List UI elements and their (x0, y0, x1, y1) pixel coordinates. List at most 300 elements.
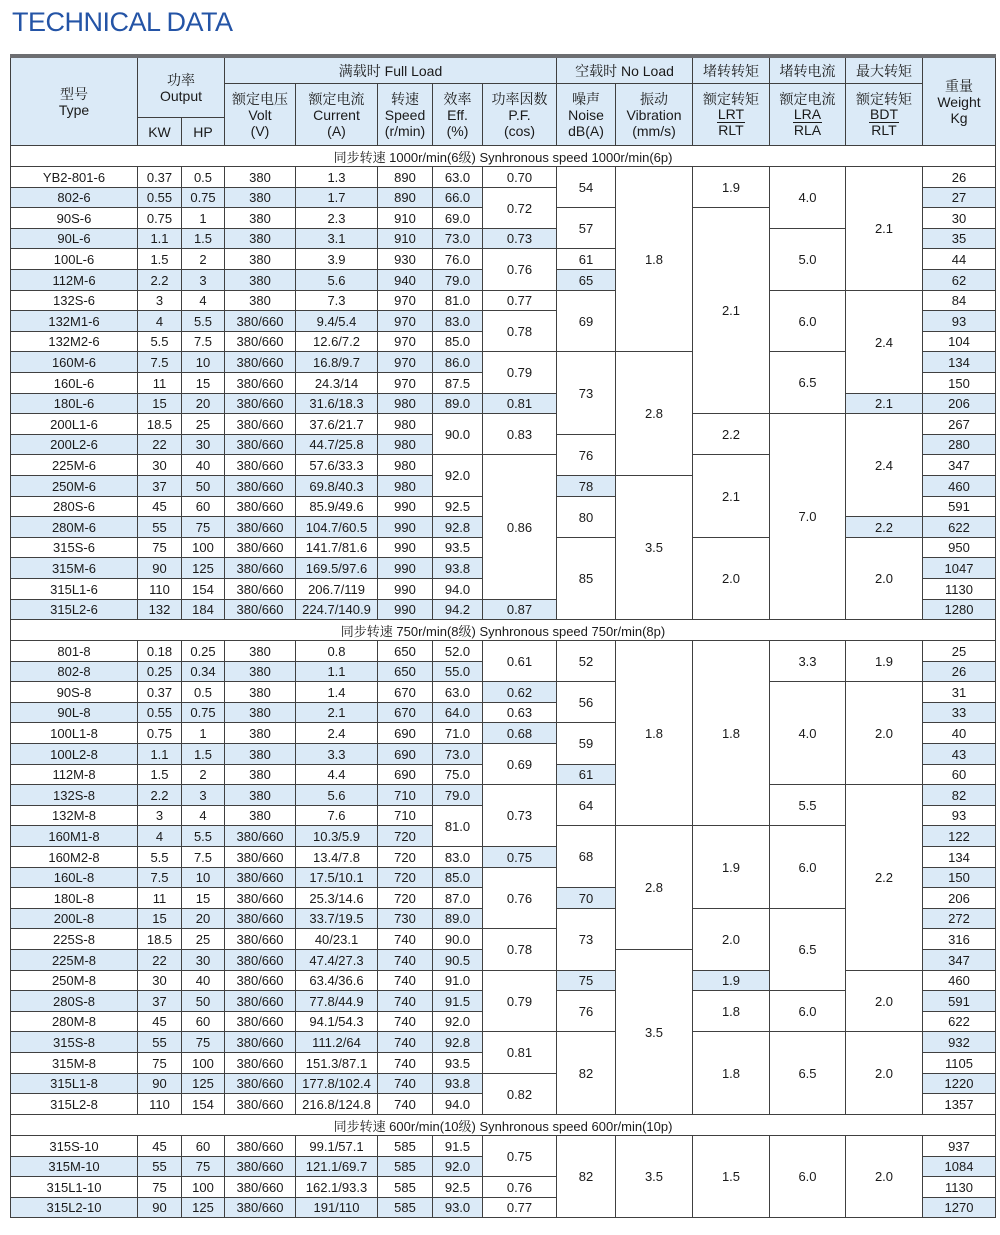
data-cell: 380 (225, 229, 296, 249)
data-cell: 585 (378, 1136, 433, 1157)
bdt-merged-cell: 2.0 (846, 971, 923, 1032)
model-type-cell: 180L-6 (10, 394, 138, 414)
data-cell: 3 (138, 291, 182, 311)
noise-merged-cell: 80 (557, 497, 616, 538)
data-cell: 740 (378, 1053, 433, 1074)
pf-merged-cell: 0.72 (483, 188, 557, 229)
data-cell: 1357 (923, 1094, 996, 1115)
data-cell: 0.55 (138, 703, 182, 723)
data-cell: 169.5/97.6 (296, 558, 378, 579)
data-cell: 380/660 (225, 1012, 296, 1032)
data-cell: 12.6/7.2 (296, 332, 378, 352)
data-cell: 990 (378, 497, 433, 517)
data-cell: 150 (923, 373, 996, 394)
data-cell: 670 (378, 703, 433, 723)
efficiency-cell: 86.0 (433, 352, 483, 373)
data-cell: 75 (138, 1053, 182, 1074)
model-type-cell: 112M-8 (10, 765, 138, 785)
data-cell: 380 (225, 208, 296, 229)
data-cell: 380/660 (225, 394, 296, 414)
data-cell: 380/660 (225, 950, 296, 971)
data-cell: 7.3 (296, 291, 378, 311)
data-cell: 104 (923, 332, 996, 352)
data-cell: 5.5 (138, 332, 182, 352)
efficiency-cell: 94.2 (433, 600, 483, 620)
lrt-merged-cell: 2.1 (693, 208, 770, 414)
data-cell: 380 (225, 641, 296, 662)
data-cell: 990 (378, 538, 433, 558)
data-cell: 380/660 (225, 991, 296, 1012)
data-cell: 380/660 (225, 1053, 296, 1074)
data-cell: 1.5 (138, 249, 182, 270)
model-type-cell: 315L2-6 (10, 600, 138, 620)
data-cell: 60 (182, 1012, 225, 1032)
data-cell: 940 (378, 270, 433, 291)
data-cell: 2.3 (296, 208, 378, 229)
data-cell: 2.2 (138, 270, 182, 291)
data-cell: 40 (182, 455, 225, 476)
noise-merged-cell: 68 (557, 826, 616, 888)
data-cell: 40/23.1 (296, 929, 378, 950)
noise-merged-cell: 82 (557, 1136, 616, 1218)
efficiency-cell: 93.0 (433, 1198, 483, 1218)
data-cell: 380/660 (225, 373, 296, 394)
data-cell: 75 (182, 1032, 225, 1053)
data-cell: 380/660 (225, 476, 296, 497)
noise-merged-cell: 73 (557, 909, 616, 971)
lra-merged-cell: 6.5 (770, 909, 846, 991)
efficiency-cell: 73.0 (433, 744, 483, 765)
header-bdt-top: 最大转矩 (846, 58, 923, 84)
data-cell: 40 (182, 971, 225, 991)
data-cell: 1220 (923, 1074, 996, 1094)
data-cell: 380/660 (225, 1198, 296, 1218)
data-cell: 5.5 (138, 847, 182, 868)
data-cell: 720 (378, 888, 433, 909)
data-cell: 24.3/14 (296, 373, 378, 394)
data-cell: 0.75 (138, 208, 182, 229)
data-cell: 45 (138, 497, 182, 517)
data-cell: 1.5 (182, 744, 225, 765)
efficiency-cell: 94.0 (433, 1094, 483, 1115)
data-cell: 380/660 (225, 517, 296, 538)
noise-merged-cell: 56 (557, 682, 616, 723)
data-cell: 37 (138, 476, 182, 497)
data-cell: 33.7/19.5 (296, 909, 378, 929)
data-cell: 930 (378, 249, 433, 270)
data-cell: 380 (225, 291, 296, 311)
data-cell: 380 (225, 188, 296, 208)
data-cell: 585 (378, 1157, 433, 1177)
model-type-cell: 315L2-10 (10, 1198, 138, 1218)
pf-merged-cell: 0.77 (483, 291, 557, 311)
data-cell: 380 (225, 806, 296, 826)
data-cell: 33 (923, 703, 996, 723)
data-cell: 35 (923, 229, 996, 249)
data-cell: 7.5 (182, 847, 225, 868)
data-cell: 347 (923, 455, 996, 476)
model-type-cell: 315L2-8 (10, 1094, 138, 1115)
data-cell: 740 (378, 1094, 433, 1115)
data-cell: 90 (138, 1074, 182, 1094)
data-cell: 2.1 (296, 703, 378, 723)
efficiency-cell: 93.8 (433, 558, 483, 579)
data-cell: 380/660 (225, 538, 296, 558)
model-type-cell: 90L-6 (10, 229, 138, 249)
data-cell: 980 (378, 394, 433, 414)
pf-merged-cell: 0.76 (483, 1177, 557, 1198)
efficiency-cell: 93.8 (433, 1074, 483, 1094)
data-cell: 55 (138, 517, 182, 538)
data-cell: 55 (138, 1032, 182, 1053)
eff-merged-cell: 81.0 (433, 806, 483, 847)
data-cell: 316 (923, 929, 996, 950)
data-cell: 69.8/40.3 (296, 476, 378, 497)
data-cell: 740 (378, 950, 433, 971)
noise-merged-cell: 65 (557, 270, 616, 291)
data-cell: 4 (182, 291, 225, 311)
noise-merged-cell: 70 (557, 888, 616, 909)
model-type-cell: 280M-8 (10, 1012, 138, 1032)
vib-merged-cell: 3.5 (616, 476, 693, 620)
data-cell: 17.5/10.1 (296, 868, 378, 888)
pf-merged-cell: 0.62 (483, 682, 557, 703)
efficiency-cell: 87.0 (433, 888, 483, 909)
noise-merged-cell: 73 (557, 352, 616, 435)
lra-merged-cell: 7.0 (770, 414, 846, 620)
data-cell: 380/660 (225, 1136, 296, 1157)
data-cell: 380/660 (225, 311, 296, 332)
data-cell: 15 (182, 373, 225, 394)
data-cell: 45 (138, 1136, 182, 1157)
header-lrt-top: 堵转转矩 (693, 58, 770, 84)
data-cell: 5.6 (296, 785, 378, 806)
noise-merged-cell: 76 (557, 991, 616, 1032)
data-cell: 1 (182, 208, 225, 229)
lrt-merged-cell: 1.9 (693, 971, 770, 991)
data-cell: 1.5 (182, 229, 225, 249)
data-cell: 1 (182, 723, 225, 744)
model-type-cell: 315L1-8 (10, 1074, 138, 1094)
pf-merged-cell: 0.73 (483, 785, 557, 847)
data-cell: 890 (378, 188, 433, 208)
data-cell: 1280 (923, 600, 996, 620)
data-cell: 104.7/60.5 (296, 517, 378, 538)
bdt-merged-cell: 2.4 (846, 414, 923, 517)
data-cell: 460 (923, 476, 996, 497)
efficiency-cell: 75.0 (433, 765, 483, 785)
data-cell: 150 (923, 868, 996, 888)
data-cell: 910 (378, 208, 433, 229)
efficiency-cell: 92.8 (433, 517, 483, 538)
data-cell: 380/660 (225, 600, 296, 620)
pf-merged-cell: 0.68 (483, 723, 557, 744)
efficiency-cell: 79.0 (433, 270, 483, 291)
model-type-cell: 315S-6 (10, 538, 138, 558)
data-cell: 90 (138, 1198, 182, 1218)
noise-merged-cell: 64 (557, 785, 616, 826)
data-cell: 4 (182, 806, 225, 826)
header-speed: 转速 Speed (r/min) (378, 84, 433, 146)
data-cell: 191/110 (296, 1198, 378, 1218)
data-cell: 1130 (923, 1177, 996, 1198)
model-type-cell: 250M-6 (10, 476, 138, 497)
data-cell: 100 (182, 1053, 225, 1074)
data-cell: 134 (923, 352, 996, 373)
data-cell: 63.4/36.6 (296, 971, 378, 991)
data-cell: 18.5 (138, 929, 182, 950)
lra-merged-cell: 4.0 (770, 682, 846, 785)
lrt-merged-cell: 1.8 (693, 1032, 770, 1115)
noise-merged-cell: 54 (557, 167, 616, 208)
data-cell: 77.8/44.9 (296, 991, 378, 1012)
pf-merged-cell: 0.79 (483, 352, 557, 394)
data-cell: 380/660 (225, 455, 296, 476)
data-cell: 380 (225, 765, 296, 785)
efficiency-cell: 73.0 (433, 229, 483, 249)
data-cell: 460 (923, 971, 996, 991)
data-cell: 347 (923, 950, 996, 971)
efficiency-cell: 91.5 (433, 991, 483, 1012)
bdt-merged-cell: 2.0 (846, 1136, 923, 1218)
data-cell: 30 (182, 435, 225, 455)
data-cell: 16.8/9.7 (296, 352, 378, 373)
efficiency-cell: 92.5 (433, 1177, 483, 1198)
data-cell: 30 (138, 971, 182, 991)
model-type-cell: 100L-6 (10, 249, 138, 270)
lrt-merged-cell: 1.8 (693, 641, 770, 826)
data-cell: 380/660 (225, 1177, 296, 1198)
efficiency-cell: 71.0 (433, 723, 483, 744)
data-cell: 3.3 (296, 744, 378, 765)
data-cell: 591 (923, 991, 996, 1012)
pf-merged-cell: 0.79 (483, 971, 557, 1032)
model-type-cell: 200L-8 (10, 909, 138, 929)
data-cell: 937 (923, 1136, 996, 1157)
data-cell: 585 (378, 1198, 433, 1218)
data-cell: 50 (182, 991, 225, 1012)
data-cell: 690 (378, 744, 433, 765)
data-cell: 50 (182, 476, 225, 497)
header-current: 额定电流 Current (A) (296, 84, 378, 146)
data-cell: 224.7/140.9 (296, 600, 378, 620)
data-cell: 31 (923, 682, 996, 703)
data-cell: 380/660 (225, 579, 296, 600)
data-cell: 100 (182, 538, 225, 558)
data-cell: 380 (225, 785, 296, 806)
efficiency-cell: 83.0 (433, 311, 483, 332)
efficiency-cell: 81.0 (433, 291, 483, 311)
efficiency-cell: 94.0 (433, 579, 483, 600)
data-cell: 75 (182, 517, 225, 538)
data-cell: 57.6/33.3 (296, 455, 378, 476)
data-cell: 60 (182, 1136, 225, 1157)
header-no-load: 空载时 No Load (557, 58, 693, 84)
lrt-merged-cell: 1.9 (693, 826, 770, 909)
data-cell: 970 (378, 373, 433, 394)
noise-merged-cell: 78 (557, 476, 616, 497)
bdt-merged-cell: 2.1 (846, 167, 923, 291)
data-cell: 5.6 (296, 270, 378, 291)
noise-merged-cell: 69 (557, 291, 616, 352)
data-cell: 0.5 (182, 167, 225, 188)
data-cell: 62 (923, 270, 996, 291)
pf-merged-cell: 0.75 (483, 1136, 557, 1177)
model-type-cell: 315S-10 (10, 1136, 138, 1157)
data-cell: 380/660 (225, 971, 296, 991)
data-cell: 162.1/93.3 (296, 1177, 378, 1198)
efficiency-cell: 89.0 (433, 394, 483, 414)
data-cell: 1.1 (138, 744, 182, 765)
model-type-cell: 160M1-8 (10, 826, 138, 847)
data-cell: 720 (378, 868, 433, 888)
model-type-cell: 100L1-8 (10, 723, 138, 744)
bdt-merged-cell: 2.0 (846, 538, 923, 620)
noise-merged-cell: 85 (557, 538, 616, 620)
data-cell: 740 (378, 1074, 433, 1094)
data-cell: 121.1/69.7 (296, 1157, 378, 1177)
data-cell: 980 (378, 414, 433, 435)
header-full-load: 满载时 Full Load (225, 58, 557, 84)
lra-merged-cell: 6.5 (770, 352, 846, 414)
data-cell: 93 (923, 311, 996, 332)
vib-merged-cell: 3.5 (616, 1136, 693, 1218)
lrt-merged-cell: 1.8 (693, 991, 770, 1032)
data-cell: 380/660 (225, 826, 296, 847)
noise-merged-cell: 52 (557, 641, 616, 682)
data-cell: 216.8/124.8 (296, 1094, 378, 1115)
data-cell: 10.3/5.9 (296, 826, 378, 847)
data-cell: 990 (378, 558, 433, 579)
data-cell: 0.37 (138, 167, 182, 188)
data-cell: 94.1/54.3 (296, 1012, 378, 1032)
model-type-cell: 315M-8 (10, 1053, 138, 1074)
header-volt: 额定电压 Volt (V) (225, 84, 296, 146)
data-cell: 0.18 (138, 641, 182, 662)
model-type-cell: 160L-8 (10, 868, 138, 888)
data-cell: 1.5 (138, 765, 182, 785)
data-cell: 30 (138, 455, 182, 476)
model-type-cell: 200L2-6 (10, 435, 138, 455)
data-cell: 380/660 (225, 1032, 296, 1053)
data-cell: 132 (138, 600, 182, 620)
data-cell: 7.5 (138, 352, 182, 373)
data-cell: 7.5 (182, 332, 225, 352)
data-cell: 134 (923, 847, 996, 868)
data-cell: 690 (378, 723, 433, 744)
model-type-cell: 280M-6 (10, 517, 138, 538)
data-cell: 26 (923, 167, 996, 188)
data-cell: 670 (378, 682, 433, 703)
data-cell: 0.25 (182, 641, 225, 662)
data-cell: 90 (138, 558, 182, 579)
data-cell: 650 (378, 641, 433, 662)
data-cell: 380 (225, 249, 296, 270)
header-lrt: 额定转矩 LRT RLT (693, 84, 770, 146)
data-cell: 0.37 (138, 682, 182, 703)
data-cell: 9.4/5.4 (296, 311, 378, 332)
data-cell: 11 (138, 888, 182, 909)
model-type-cell: 132S-8 (10, 785, 138, 806)
data-cell: 40 (923, 723, 996, 744)
model-type-cell: 132M-8 (10, 806, 138, 826)
data-cell: 890 (378, 167, 433, 188)
efficiency-cell: 89.0 (433, 909, 483, 929)
model-type-cell: 225S-8 (10, 929, 138, 950)
data-cell: 0.8 (296, 641, 378, 662)
noise-merged-cell: 75 (557, 971, 616, 991)
data-cell: 55 (138, 1157, 182, 1177)
data-cell: 13.4/7.8 (296, 847, 378, 868)
data-cell: 37 (138, 991, 182, 1012)
model-type-cell: 315M-6 (10, 558, 138, 579)
data-cell: 0.55 (138, 188, 182, 208)
data-cell: 740 (378, 991, 433, 1012)
pf-merged-cell: 0.78 (483, 929, 557, 971)
data-cell: 980 (378, 476, 433, 497)
pf-merged-cell: 0.86 (483, 455, 557, 600)
pf-merged-cell: 0.77 (483, 1198, 557, 1218)
data-cell: 7.5 (138, 868, 182, 888)
model-type-cell: 160L-6 (10, 373, 138, 394)
data-cell: 380 (225, 744, 296, 765)
data-cell: 0.25 (138, 662, 182, 682)
model-type-cell: 315L1-6 (10, 579, 138, 600)
data-cell: 380 (225, 270, 296, 291)
model-type-cell: 280S-6 (10, 497, 138, 517)
noise-merged-cell: 59 (557, 723, 616, 765)
vib-merged-cell: 2.8 (616, 352, 693, 476)
data-cell: 2 (182, 765, 225, 785)
data-cell: 43 (923, 744, 996, 765)
data-cell: 730 (378, 909, 433, 929)
data-cell: 980 (378, 455, 433, 476)
header-noise: 噪声 Noise dB(A) (557, 84, 616, 146)
data-cell: 37.6/21.7 (296, 414, 378, 435)
data-cell: 7.6 (296, 806, 378, 826)
page-title: TECHNICAL DATA (12, 7, 233, 37)
data-cell: 3 (138, 806, 182, 826)
data-cell: 125 (182, 1198, 225, 1218)
data-cell: 990 (378, 517, 433, 538)
efficiency-cell: 76.0 (433, 249, 483, 270)
data-cell: 0.75 (138, 723, 182, 744)
data-cell: 950 (923, 538, 996, 558)
data-cell: 2 (182, 249, 225, 270)
pf-merged-cell: 0.75 (483, 847, 557, 868)
data-cell: 970 (378, 311, 433, 332)
data-cell: 151.3/87.1 (296, 1053, 378, 1074)
header-lra-top: 堵转电流 (770, 58, 846, 84)
efficiency-cell: 90.0 (433, 929, 483, 950)
efficiency-cell: 91.0 (433, 971, 483, 991)
data-cell: 380/660 (225, 352, 296, 373)
section-heading: 同步转速 750r/min(8级) Synhronous speed 750r/min(8p) (10, 620, 996, 641)
header-hp: HP (182, 118, 225, 146)
model-type-cell: 225M-8 (10, 950, 138, 971)
data-cell: 1.1 (138, 229, 182, 249)
vib-merged-cell: 1.8 (616, 641, 693, 826)
data-cell: 84 (923, 291, 996, 311)
bdt-merged-cell: 2.2 (846, 517, 923, 538)
data-cell: 125 (182, 1074, 225, 1094)
lra-merged-cell: 6.0 (770, 1136, 846, 1218)
data-cell: 970 (378, 291, 433, 311)
data-cell: 622 (923, 1012, 996, 1032)
vib-merged-cell: 2.8 (616, 826, 693, 950)
data-cell: 154 (182, 579, 225, 600)
data-cell: 1.7 (296, 188, 378, 208)
